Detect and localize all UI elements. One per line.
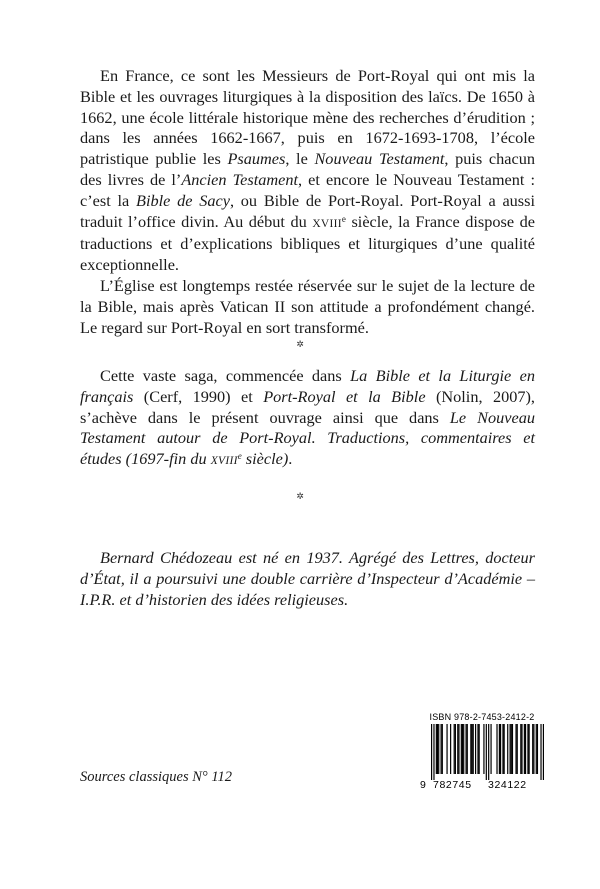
series-label: Sources classiques N° 112 [80, 769, 232, 785]
title-ancien-testament: Ancien Testament [181, 169, 299, 189]
barcode-bar [465, 724, 466, 774]
barcode-bar [486, 724, 487, 780]
barcode-bar [500, 724, 501, 774]
barcode-bar [477, 724, 478, 774]
barcode-bar [533, 724, 534, 774]
title-nouveau-testament-autour: Le Nouveau Testament autour de Port-Royal. Traductions, commentaires et études (1697-fin du [80, 407, 536, 469]
barcode-bar [455, 724, 456, 774]
barcode-bar [504, 724, 505, 774]
barcode-bar [524, 724, 525, 774]
title-bible-liturgie: La Bible et la Liturgie en français [80, 366, 535, 406]
barcode-bar [525, 724, 526, 774]
barcode-bar [446, 724, 447, 774]
barcode-bar [450, 724, 451, 774]
barcode-bar [431, 724, 432, 780]
barcode-digits-left: 782745 [433, 779, 472, 791]
author-bio-block [80, 548, 535, 610]
asterism-divider: ✲ [296, 492, 304, 502]
barcode-bar [515, 724, 516, 774]
barcode-bar [458, 724, 459, 774]
barcode-bar [496, 724, 497, 774]
barcode-bar [454, 724, 455, 774]
barcode-bar [438, 724, 439, 774]
barcode-bar [499, 724, 500, 774]
paragraph-saga: Cette vaste saga, commencée dans La Bible et la Liturgie en français (Cerf, 1990) et Port-Royal et la Bible (Nolin, 2007), s’achève dans le présent ouvrage ainsi que dans Le Nouveau Testament autour de Port-Royal. Traductions, commentaires et études (1697-fin du XVIIIe siècle). [80, 366, 536, 469]
barcode-bar [510, 724, 511, 774]
barcode-bar [502, 724, 503, 774]
century-numeral: XVIII [312, 217, 342, 230]
barcode-bar [543, 724, 544, 780]
barcode-bar [467, 724, 468, 774]
barcode-bar [437, 724, 438, 774]
title-port-royal-bible: Port-Royal et la Bible [263, 386, 426, 406]
barcode-bar [527, 724, 528, 774]
barcode-bar [529, 724, 530, 774]
paragraph-eglise: L’Église est longtemps restée réservée sur le sujet de la lecture de la Bible, mais après Vatican II son attitude a profondément changé. Le regard sur Port-Royal en sort transformé. [80, 275, 535, 337]
isbn-label: ISBN 978-2-7453-2412-2 [429, 712, 535, 722]
century-numeral: XVIII [210, 455, 238, 468]
barcode-digits-right: 324122 [488, 779, 527, 791]
barcode-bars [420, 724, 544, 780]
title-bible-de-sacy: Bible de Sacy [136, 190, 230, 210]
barcode-bar [536, 724, 537, 774]
barcode-bar [483, 724, 484, 774]
barcode-bar [507, 724, 508, 774]
barcode-bar [511, 724, 512, 774]
barcode-bar [461, 724, 462, 774]
barcode-bar [517, 724, 518, 774]
barcode-bar [532, 724, 533, 774]
description-block [80, 66, 535, 338]
barcode-bar [433, 724, 434, 780]
barcode-bar [512, 724, 513, 774]
barcode-bar [521, 724, 522, 774]
author-bio: Bernard Chédozeau est né en 1937. Agrégé des Lettres, docteur d’État, il a poursuivi une double carrière d’Inspecteur d’Académie – I.P.R. et d’historien des idées religieuses. [80, 548, 535, 609]
title-psaumes: Psaumes [227, 149, 286, 169]
paragraph-port-royal: En France, ce sont les Messieurs de Port-Royal qui ont mis la Bible et les ouvrages liturgiques à la disposition des laïcs. De 1650 à 1662, une école littérale historique mène des recherches d’érudition ; dans les années 1662-1667, puis en 1672-1693-1708, l’école patristique publie les Psaumes, le Nouveau Testament, puis chacun des livres de l’Ancien Testament, et encore le Nouveau Testament : c’est la Bible de Sacy, ou Bible de Port-Royal. Port-Royal a aussi traduit l’office divin. Au début du XVIIIe siècle, la France dispose de traductions et d’explications bibliques et liturgiques d’une qualité exceptionnelle. [80, 66, 536, 275]
barcode-bar [442, 724, 443, 774]
title-nouveau-testament: Nouveau Testament [314, 149, 445, 169]
isbn-barcode [420, 712, 544, 792]
barcode-bar [457, 724, 458, 774]
barcode-bar [490, 724, 491, 774]
barcode-bar [462, 724, 463, 774]
saga-block [80, 366, 535, 472]
barcode-bar [540, 724, 541, 780]
barcode-bar [479, 724, 480, 774]
barcode-bar [475, 724, 476, 774]
asterism-divider: ✲ [296, 340, 304, 350]
barcode-bar [470, 724, 471, 774]
barcode-bar [463, 724, 464, 774]
barcode-bar [488, 724, 489, 780]
barcode-bar [436, 724, 437, 774]
barcode-bar [441, 724, 442, 774]
barcode-bar [473, 724, 474, 774]
barcode-digit-first: 9 [420, 779, 427, 791]
barcode-bar [537, 724, 538, 774]
barcode-bar [520, 724, 521, 774]
barcode-bar [471, 724, 472, 774]
